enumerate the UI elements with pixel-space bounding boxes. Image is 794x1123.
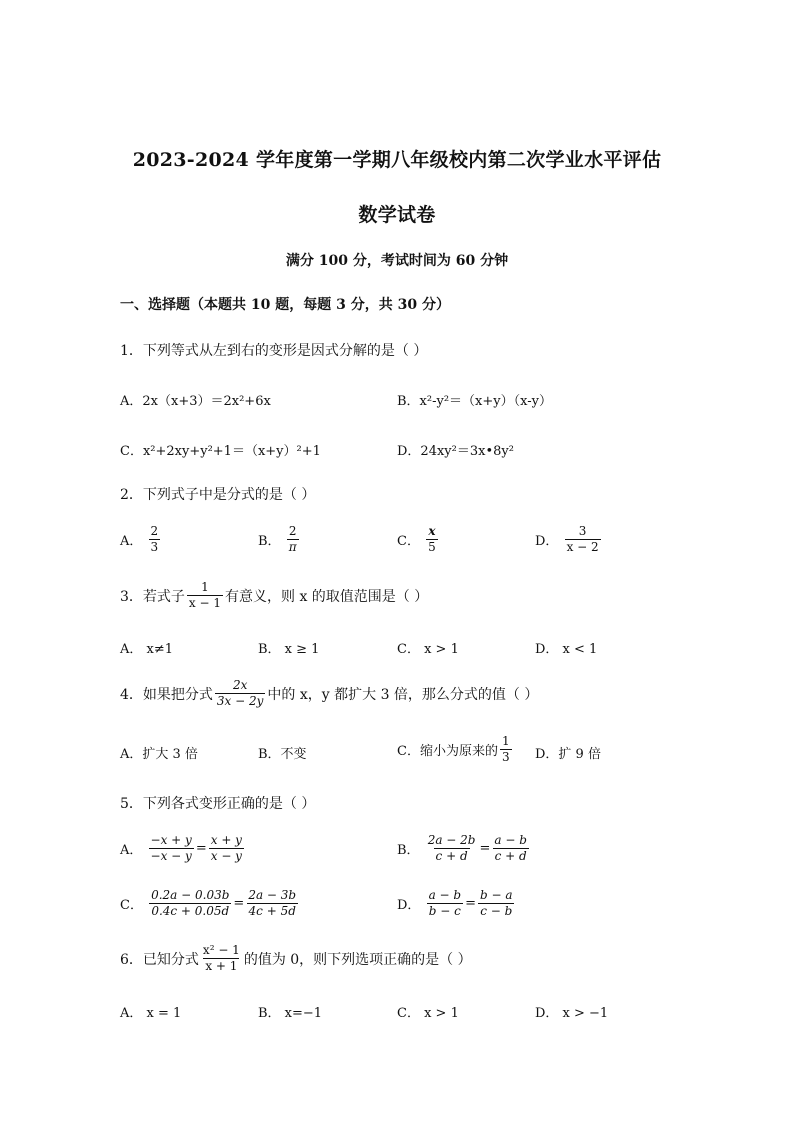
question-5-option-a [120, 833, 246, 864]
denominator: 4c + 5d [248, 904, 296, 918]
numerator: x [428, 524, 436, 538]
question-1-option-b: B．x²-y²＝（x+y）（x-y） [397, 394, 552, 409]
question-5-option-b [397, 833, 531, 864]
numerator: x² − 1 [202, 943, 240, 957]
question-3-option-a: A． x≠1 [120, 642, 174, 657]
fraction-right [478, 888, 515, 919]
question-5-option-c [120, 888, 300, 919]
question-2-stem: 2．下列式子中是分式的是（ ） [120, 487, 316, 503]
fraction-left [149, 833, 194, 864]
question-6-option-a: A． x = 1 [120, 1006, 182, 1021]
question-5-option-d [397, 888, 517, 919]
question-1-stem: 1．下列等式从左到右的变形是因式分解的是（ ） [120, 343, 428, 359]
fraction-right [246, 888, 298, 919]
fraction-left [149, 888, 231, 919]
question-2-option-c [397, 524, 440, 555]
question-3-option-b: B． x ≥ 1 [258, 642, 320, 657]
question-1-option-a: A．2x（x+3）＝2x²+6x [120, 394, 271, 409]
denominator: 0.4c + 0.05d [151, 904, 230, 918]
option-text: C．缩小为原来的 [397, 744, 498, 759]
numerator: 2a − 3b [248, 888, 297, 902]
denominator: c − b [480, 904, 513, 918]
fraction [565, 524, 601, 555]
fraction [215, 678, 266, 709]
fraction-right [492, 833, 529, 864]
numerator: 2 [288, 524, 297, 538]
fraction-left [427, 888, 464, 919]
question-2-option-a [120, 524, 162, 555]
question-6-option-d: D． x > −1 [535, 1006, 609, 1021]
exam-info: 满分 100 分，考试时间为 60 分钟 [285, 253, 509, 269]
section-heading: 一、选择题（本题共 10 题，每题 3 分，共 30 分） [120, 297, 450, 313]
stem-suffix: 有意义，则 x 的取值范围是（ ） [225, 588, 429, 605]
exam-title: 2023-2024 学年度第一学期八年级校内第二次学业水平评估 [132, 149, 662, 171]
numerator: 2x [232, 678, 248, 692]
numerator: a − b [494, 833, 527, 847]
numerator: x + y [210, 833, 242, 847]
denominator: x − 2 [566, 540, 599, 554]
option-label: A． [120, 843, 143, 858]
fraction [149, 524, 161, 555]
option-label: C． [120, 898, 143, 913]
question-6-option-b: B． x=−1 [258, 1006, 323, 1021]
numerator: 0.2a − 0.03b [151, 888, 230, 902]
fraction-right [209, 833, 244, 864]
question-6-option-c: C． x > 1 [397, 1006, 459, 1021]
equals-sign: = [233, 896, 245, 911]
denominator: x + 1 [205, 959, 238, 973]
numerator: b − a [480, 888, 513, 902]
denominator: c + d [435, 849, 468, 863]
denominator: c + d [494, 849, 527, 863]
equals-sign: = [479, 841, 491, 856]
fraction [287, 524, 299, 555]
fraction-left [426, 833, 478, 864]
numerator: −x + y [150, 833, 192, 847]
stem-prefix: 4．如果把分式 [120, 686, 213, 703]
stem-prefix: 3．若式子 [120, 588, 185, 605]
denominator: x − y [210, 849, 242, 863]
option-label: B． [258, 534, 281, 549]
question-3-stem [120, 580, 428, 611]
numerator: 1 [501, 734, 510, 748]
question-3-option-d: D． x < 1 [535, 642, 598, 657]
question-4-option-d: D．扩 9 倍 [535, 747, 601, 762]
question-4-option-b: B．不变 [258, 747, 307, 762]
stem-prefix: 6．已知分式 [120, 951, 199, 968]
fraction [426, 524, 438, 555]
option-label: D． [535, 534, 559, 549]
denominator: x − 1 [188, 596, 222, 610]
option-label: B． [397, 843, 420, 858]
question-4-option-c [397, 734, 514, 765]
denominator: −x − y [150, 849, 192, 863]
question-5-stem: 5．下列各式变形正确的是（ ） [120, 796, 316, 812]
question-6-stem [120, 943, 472, 974]
denominator: 5 [428, 540, 436, 554]
denominator: 3x − 2y [216, 694, 264, 708]
question-4-stem [120, 678, 538, 709]
equals-sign: = [465, 896, 477, 911]
numerator: 3 [578, 524, 587, 538]
question-2-option-b [258, 524, 301, 555]
stem-suffix: 中的 x，y 都扩大 3 倍，那么分式的值（ ） [267, 686, 539, 703]
option-label: A． [120, 534, 143, 549]
option-label: C． [397, 534, 420, 549]
question-3-option-c: C． x > 1 [397, 642, 459, 657]
exam-subtitle: 数学试卷 [358, 204, 436, 226]
equals-sign: = [195, 841, 207, 856]
denominator: π [288, 540, 297, 554]
denominator: b − c [428, 904, 461, 918]
question-4-option-a: A．扩大 3 倍 [120, 747, 198, 762]
fraction [201, 943, 242, 974]
numerator: 2 [150, 524, 159, 538]
question-1-option-c: C．x²+2xy+y²+1＝（x+y）²+1 [120, 444, 321, 459]
question-2-option-d [535, 524, 603, 555]
question-1-option-d: D．24xy²＝3x•8y² [397, 444, 514, 459]
stem-suffix: 的值为 0，则下列选项正确的是（ ） [243, 951, 472, 968]
numerator: 2a − 2b [427, 833, 476, 847]
fraction [500, 734, 512, 765]
denominator: 3 [150, 540, 159, 554]
fraction [187, 580, 223, 611]
numerator: 1 [201, 580, 209, 594]
denominator: 3 [501, 750, 510, 764]
option-label: D． [397, 898, 421, 913]
numerator: a − b [428, 888, 462, 902]
